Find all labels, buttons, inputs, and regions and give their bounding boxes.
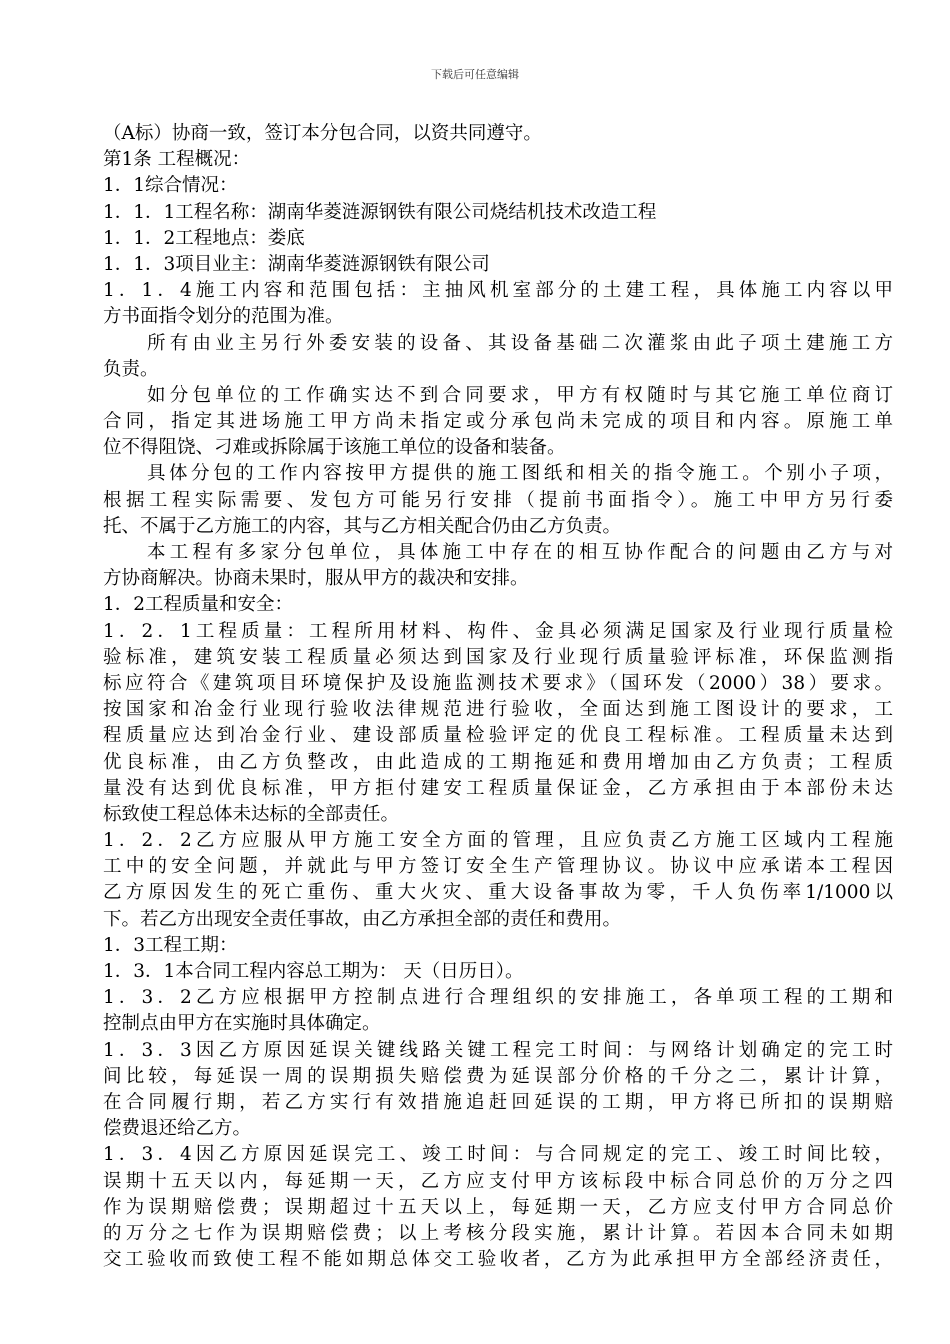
total-duration-line: 1．3．1本合同工程内容总工期为： 天（日历日）。 — [103, 961, 524, 982]
subsection-heading: 1．2工程质量和安全： — [103, 594, 294, 616]
text-line: 验标准，建筑安装工程质量必须达到国家及行业现行质量验评标准，环保监测指 — [103, 646, 893, 668]
text-line: 工中的安全问题，并就此与甲方签订安全生产管理协议。协议中应承诺本工程因 — [103, 856, 893, 878]
text-line: 1．1．4施工内容和范围包括：主抽风机室部分的土建工程，具体施工内容以甲 — [103, 280, 893, 302]
text-line: 交工验收而致使工程不能如期总体交工验收者，乙方为此承担甲方全部经济责任， — [103, 1249, 893, 1271]
text-line: 1．3．3因乙方原因延误关键线路关键工程完工时间：与网络计划确定的完工时 — [103, 1039, 893, 1061]
project-location-line: 1．1．2工程地点：娄底 — [103, 227, 305, 249]
text-line: 标应符合《建筑项目环境保护及设施监测技术要求》（国环发（2000）38）要求。 — [103, 672, 893, 694]
text-line: （A标）协商一致，签订本分包合同，以资共同遵守。 — [103, 123, 542, 144]
text-line: 间比较，每延误一周的误期损失赔偿费为延误部分价格的千分之二，累计计算， — [103, 1065, 893, 1087]
subsection-heading: 1．3工程工期： — [103, 934, 238, 956]
project-owner-line: 1．1．3项目业主：湖南华菱涟源钢铁有限公司 — [103, 253, 490, 275]
text-line: 负责。 — [103, 358, 159, 380]
project-name-line: 1．1．1工程名称：湖南华菱涟源钢铁有限公司烧结机技术改造工程 — [103, 201, 657, 223]
text-line: 按国家和冶金行业现行验收法律规范进行验收，全面达到施工图设计的要求，工 — [103, 699, 893, 721]
text-line: 偿费退还给乙方。 — [103, 1118, 252, 1140]
text-line: 1．2．2乙方应服从甲方施工安全方面的管理，且应负责乙方施工区域内工程施 — [103, 830, 893, 852]
text-line: 量没有达到优良标准，甲方拒付建安工程质量保证金，乙方承担由于本部份未达 — [103, 777, 893, 799]
text-line: 位不得阻饶、刁难或拆除属于该施工单位的设备和装备。 — [103, 437, 566, 459]
text-line: 标致使工程总体未达标的全部责任。 — [103, 803, 400, 825]
text-line: 1．3．2乙方应根据甲方控制点进行合理组织的安排施工，各单项工程的工期和 — [103, 987, 893, 1009]
text-line: 控制点由甲方在实施时具体确定。 — [103, 1013, 381, 1035]
text-line: 的万分之七作为误期赔偿费；以上考核分段实施，累计计算。若因本合同未如期 — [103, 1222, 893, 1244]
page-header: 下载后可任意编辑 — [431, 68, 519, 81]
text-line: 具体分包的工作内容按甲方提供的施工图纸和相关的指令施工。个别小子项， — [147, 463, 893, 485]
text-line: 如分包单位的工作确实达不到合同要求，甲方有权随时与其它施工单位商订 — [147, 384, 893, 406]
text-line: 托、不属于乙方施工的内容，其与乙方相关配合仍由乙方负责。 — [103, 515, 622, 537]
text-line: 根据工程实际需要、发包方可能另行安排（提前书面指令）。施工中甲方另行委 — [103, 489, 893, 511]
text-line: 本工程有多家分包单位，具体施工中存在的相互协作配合的问题由乙方与对 — [147, 542, 893, 563]
text-line: 合同，指定其进场施工甲方尚未指定或分承包尚未完成的项目和内容。原施工单 — [103, 411, 893, 433]
subsection-heading: 1．1综合情况： — [103, 175, 238, 197]
text-line: 误期十五天以内，每延期一天，乙方应支付甲方该标段中标合同总价的万分之四 — [103, 1170, 893, 1192]
text-line: 在合同履行期，若乙方实行有效措施追赶回延误的工期，甲方将已所扣的误期赔 — [103, 1091, 893, 1113]
text-line: 优良标准，由乙方负整改，由此造成的工期拖延和费用增加由乙方负责；工程质 — [103, 751, 893, 773]
text-line: 作为误期赔偿费；误期超过十五天以上，每延期一天，乙方应支付甲方合同总价 — [103, 1196, 893, 1218]
document-body — [103, 121, 893, 1273]
text-line: 所有由业主另行外委安装的设备、其设备基础二次灌浆由此子项土建施工方 — [147, 332, 893, 354]
text-line: 1．2．1工程质量：工程所用材料、构件、金具必须满足国家及行业现行质量检 — [103, 620, 893, 642]
text-line: 程质量应达到冶金行业、建设部质量检验评定的优良工程标准。工程质量未达到 — [103, 725, 893, 747]
section-heading: 第1条 工程概况： — [103, 149, 251, 171]
text-line: 乙方原因发生的死亡重伤、重大火灾、重大设备事故为零，千人负伤率1/1000以 — [103, 882, 893, 904]
text-line: 方书面指令划分的范围为准。 — [103, 306, 344, 328]
text-line: 下。若乙方出现安全责任事故，由乙方承担全部的责任和费用。 — [103, 908, 622, 930]
text-line: 方协商解决。协商未果时，服从甲方的裁决和安排。 — [103, 568, 529, 590]
text-line: 1．3．4因乙方原因延误完工、竣工时间：与合同规定的完工、竣工时间比较， — [103, 1144, 893, 1166]
